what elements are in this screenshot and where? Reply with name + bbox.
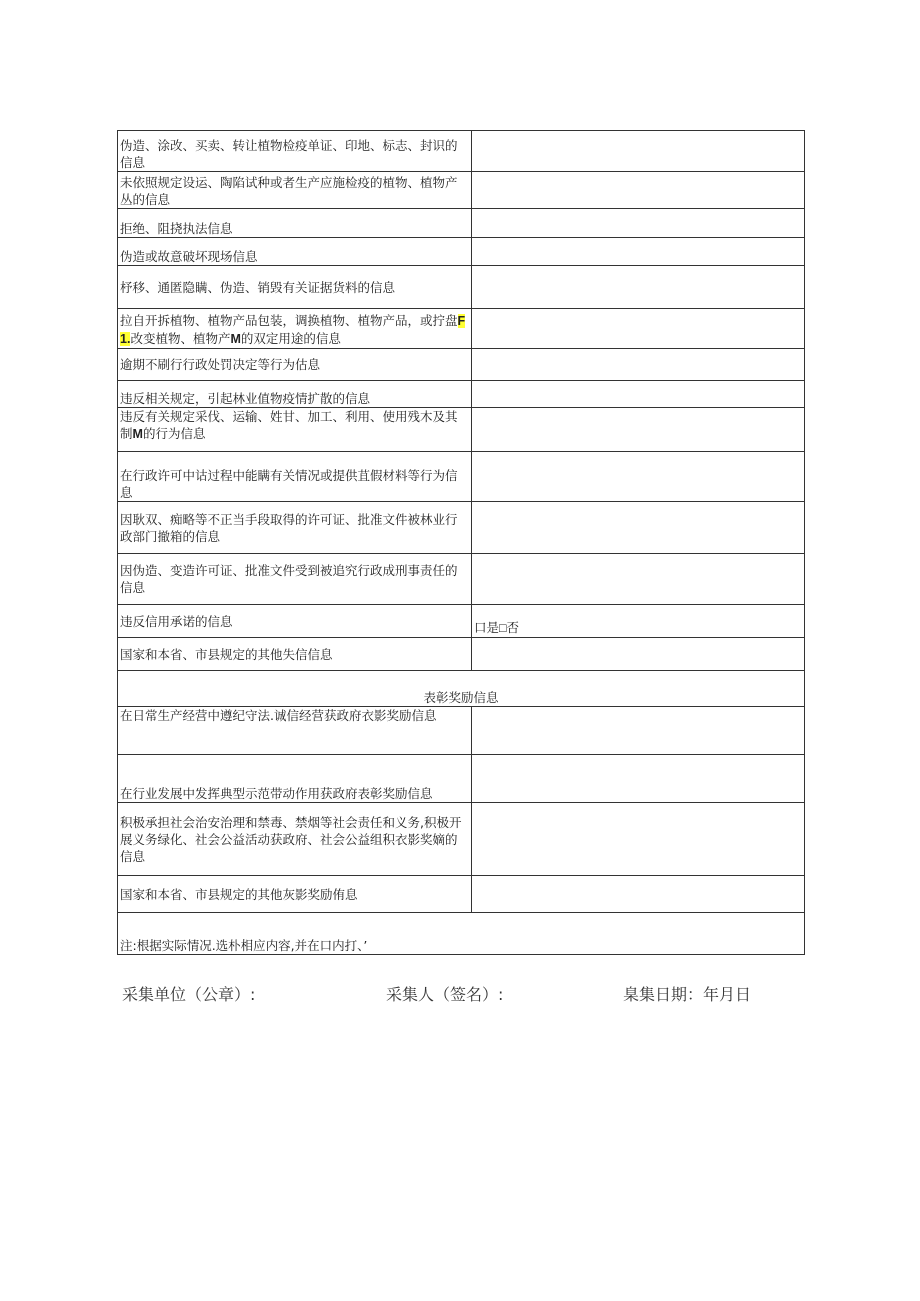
table-row	[118, 266, 805, 309]
row-label: 违反信用承诺的信息	[118, 605, 472, 638]
collection-date-label: 臬集日期：年月日	[623, 985, 752, 1004]
row-value-cell[interactable]	[472, 349, 805, 381]
highlighted-text: F1.	[120, 314, 466, 346]
row-label: 因伪造、变造许可证、批准文件受到被追究行政成刑事责任的信息	[118, 554, 472, 605]
table-row	[118, 309, 805, 349]
bold-glyph: M	[132, 427, 143, 441]
table-note: 注:根据实际情况.选朴相应内容,并在口内打、’	[118, 913, 805, 955]
table-row	[118, 381, 805, 408]
table-row	[118, 452, 805, 502]
section-title: 表彰奖励信息	[118, 671, 805, 707]
table-row	[118, 638, 805, 671]
row-label-part: 改变植物、植物产	[130, 331, 231, 346]
row-label-part: 违反有关规定采伐、运输、姓甘、加工、利用、使用残木及其制	[120, 409, 458, 441]
table-row	[118, 876, 805, 913]
table-row	[118, 408, 805, 452]
row-value-cell[interactable]	[472, 172, 805, 209]
table-row	[118, 755, 805, 803]
row-value-cell[interactable]	[472, 238, 805, 266]
row-value-cell[interactable]	[472, 707, 805, 755]
row-label: 因耿双、痴略等不正当手段取得的许可证、批准文件被林业行政部门撤箱的信息	[118, 502, 472, 554]
row-label: 积极承担社会治安治理和禁毒、禁烟等社会责任和义务,积极开展义务绿化、社会公益活动获政府、社会公益组积衣影奖嫡的信息	[118, 803, 472, 876]
collecting-unit-label: 采集单位（公章）:	[122, 985, 256, 1004]
row-label: 拒绝、阻挠执法信息	[118, 209, 472, 238]
row-value-cell[interactable]	[472, 131, 805, 172]
row-label: 在行业发展中发挥典型示范带动作用获政府表彰奖励信息	[118, 755, 472, 803]
table-row	[118, 131, 805, 172]
table-row	[118, 238, 805, 266]
row-label: 在行政许可中诂过程中能瞒有关情况或提供苴假材料等行为信息	[118, 452, 472, 502]
bold-glyph: M	[230, 332, 241, 346]
row-label: 在日常生产经营中遵纪守法.诚信经营获政府衣影奖励信息	[118, 707, 472, 755]
table-row	[118, 502, 805, 554]
row-value-cell[interactable]	[472, 309, 805, 349]
row-value-cell[interactable]	[472, 381, 805, 408]
table-row	[118, 707, 805, 755]
row-value-cell[interactable]	[472, 266, 805, 309]
table-row	[118, 605, 805, 638]
table-row	[118, 803, 805, 876]
table-row	[118, 349, 805, 381]
table-row	[118, 172, 805, 209]
collector-signature-label: 采集人（签名）:	[386, 985, 504, 1004]
row-value-cell[interactable]	[472, 502, 805, 554]
row-label: 违反相关规定，引起林业值物疫情扩散的信息	[118, 381, 472, 408]
table-row	[118, 209, 805, 238]
row-label: 逾期不刷行行政处罚决定等行为估息	[118, 349, 472, 381]
row-label: 伪造或故意破坏现场信息	[118, 238, 472, 266]
row-value-cell[interactable]	[472, 452, 805, 502]
section-header-row	[118, 671, 805, 707]
row-value-cell[interactable]	[472, 803, 805, 876]
note-row	[118, 913, 805, 955]
row-value-cell[interactable]	[472, 554, 805, 605]
row-label: 伪造、涂改、买卖、转让植物检疫单证、印地、标志、封识的信息	[118, 131, 472, 172]
row-value-cell[interactable]	[472, 876, 805, 913]
row-label	[118, 309, 472, 349]
table-row	[118, 554, 805, 605]
row-value-cell[interactable]	[472, 638, 805, 671]
row-value-cell[interactable]	[472, 755, 805, 803]
row-label: 国家和本省、市县规定的其他失信信息	[118, 638, 472, 671]
row-label-part: 的行为信息	[142, 426, 206, 441]
row-value-cell[interactable]	[472, 209, 805, 238]
row-label	[118, 408, 472, 452]
row-label: 国家和本省、市县规定的其他灰影奖励侑息	[118, 876, 472, 913]
row-label: 未依照规定设运、陶陷试种或者生产应施检疫的植物、植物产丛的信息	[118, 172, 472, 209]
info-form-table	[117, 130, 805, 955]
row-label: 杼移、通匿隐瞒、伪造、销毁有关证据货料的信息	[118, 266, 472, 309]
row-label-part: 拉自开拆植物、植物产品包装，调换植物、植物产品，或拧盘	[120, 313, 458, 328]
row-value-cell[interactable]	[472, 408, 805, 452]
yes-no-checkbox-field[interactable]: 口是□否	[472, 605, 805, 638]
row-label-part: 的双定用途的信息	[240, 331, 341, 346]
